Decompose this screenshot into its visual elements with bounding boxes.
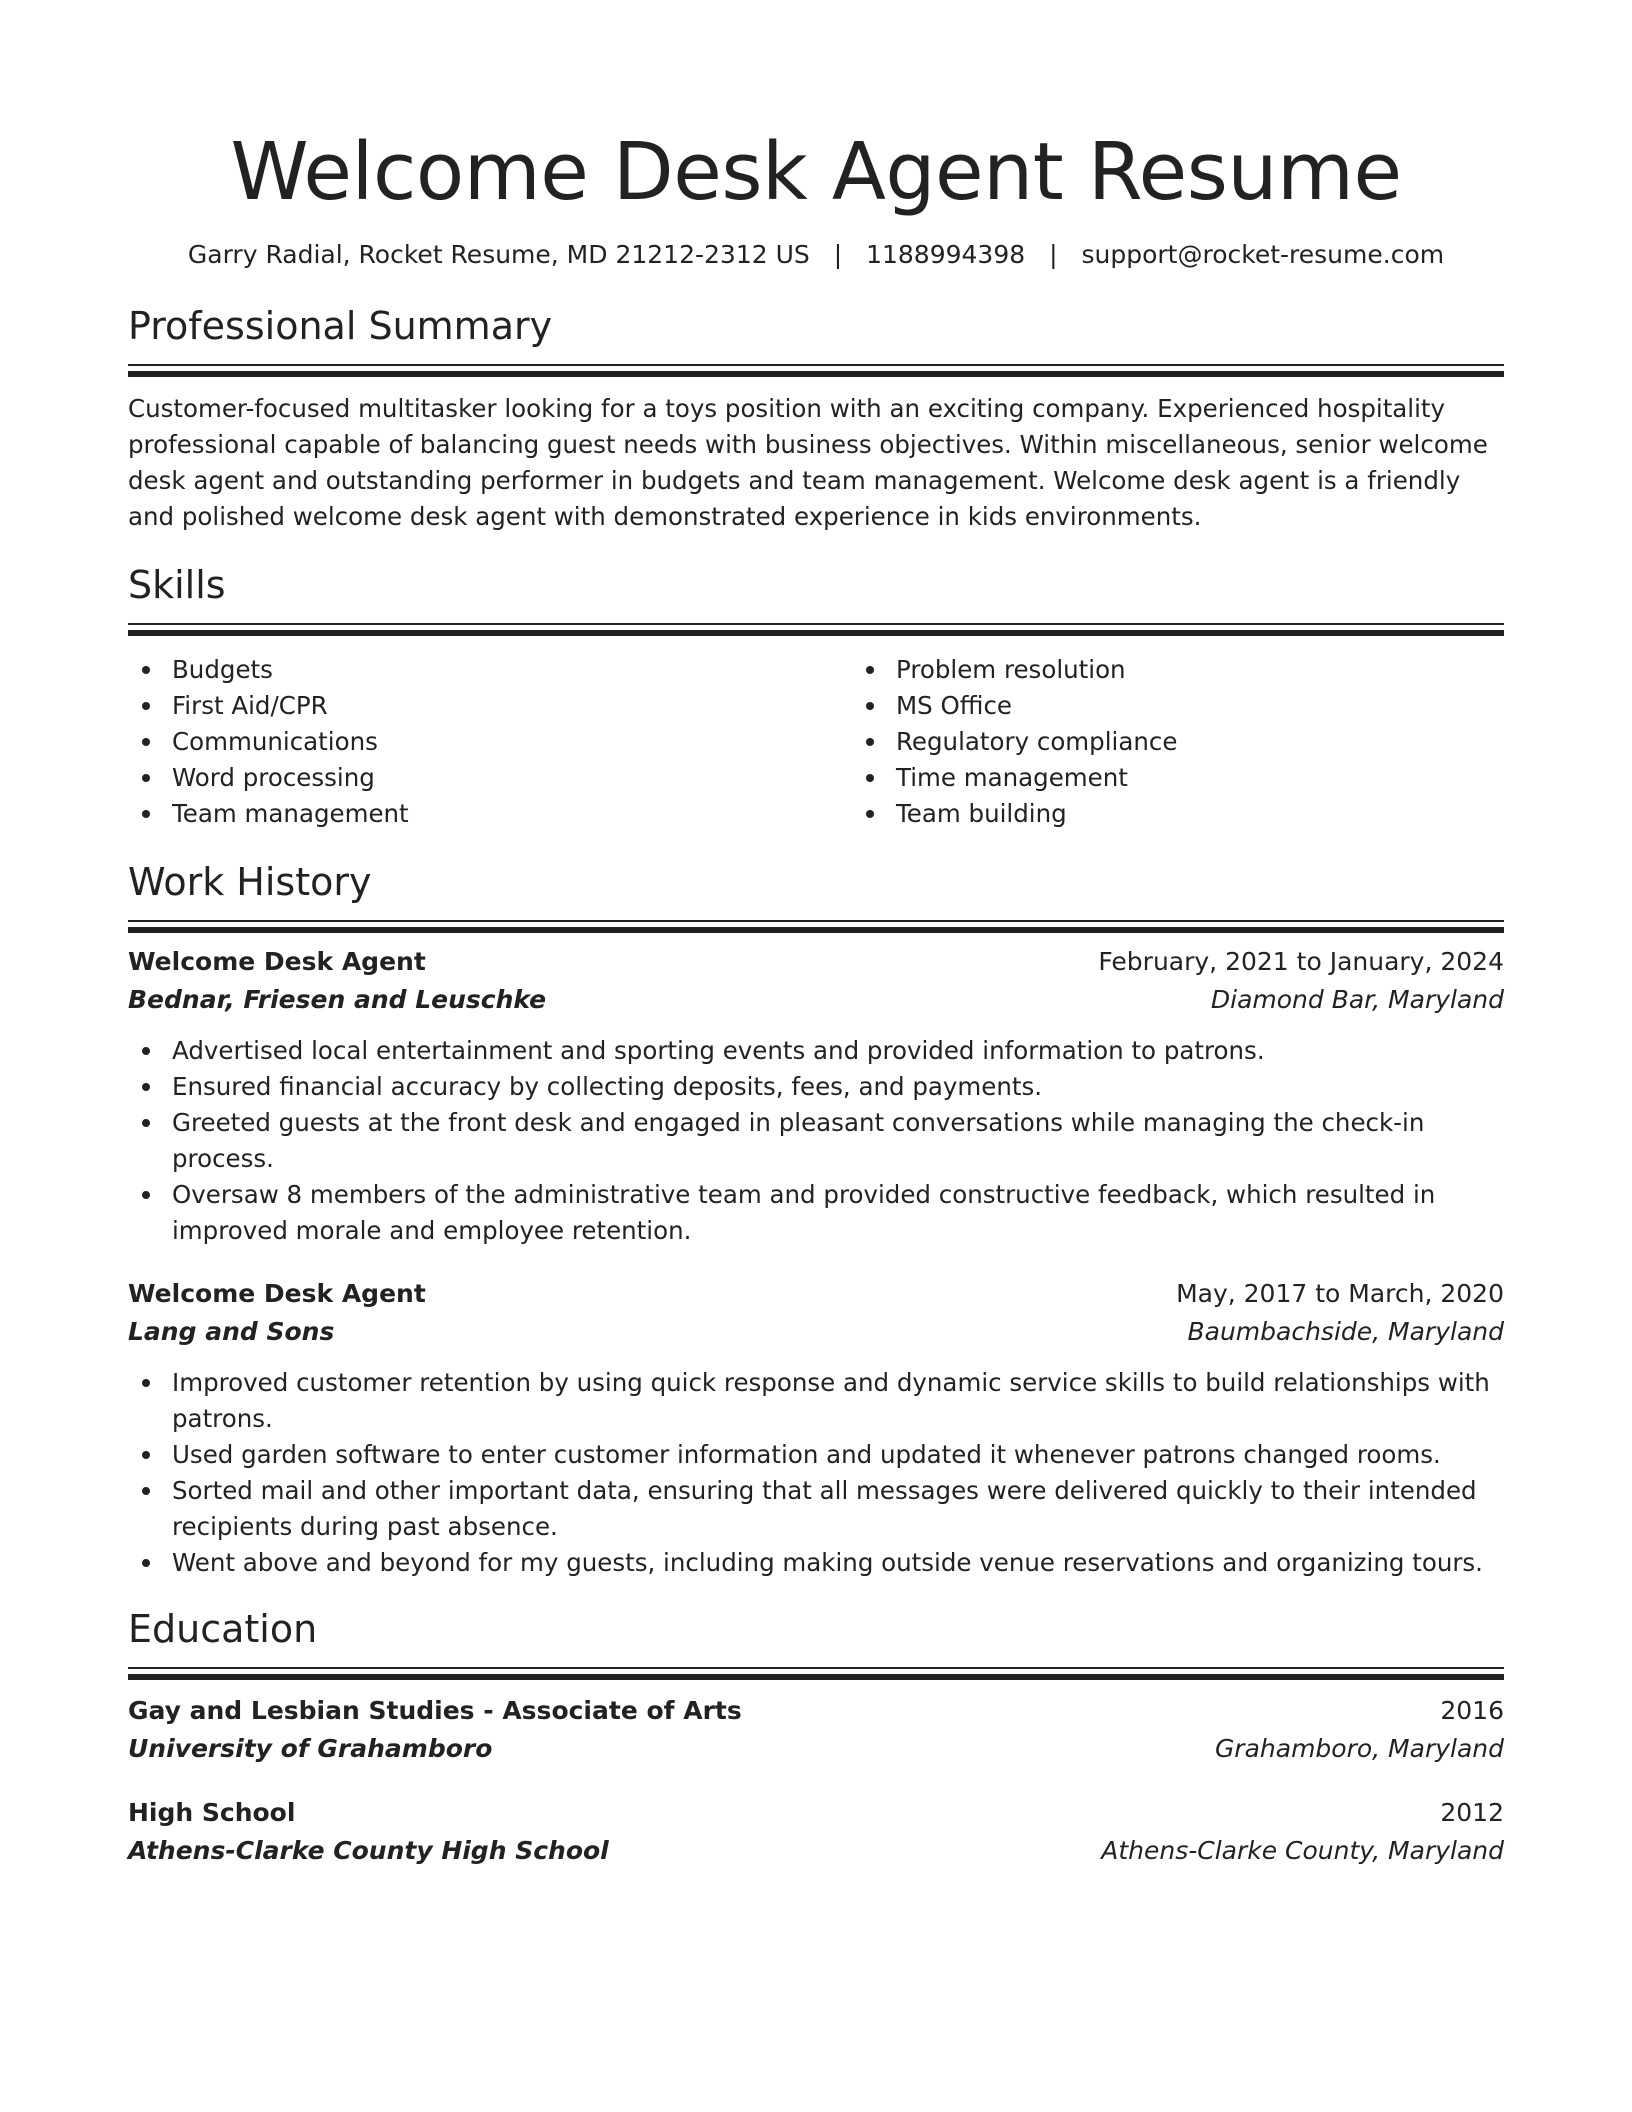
job-bullets bbox=[128, 1033, 1504, 1249]
skills-list-right bbox=[852, 652, 1177, 832]
section-divider bbox=[128, 920, 1504, 933]
job-bullets bbox=[128, 1365, 1504, 1581]
contact-line bbox=[128, 238, 1504, 272]
skill-item: First Aid/CPR bbox=[172, 688, 852, 724]
summary-text: Customer-focused multitasker looking for a toys position with an exciting company. Experienced hospitality professional capable of balancing guest needs with business objectives. Within miscellaneous, senior welcome desk agent and outstanding performer in budgets and team management. Welcome desk agent is a friendly and polished welcome desk agent with demonstrated experience in kids environments. bbox=[128, 394, 1488, 531]
education-school: Athens-Clarke County High School bbox=[128, 1836, 609, 1865]
job-bullet: Improved customer retention by using quick response and dynamic service skills to build relationships with patrons. bbox=[172, 1365, 1504, 1437]
skill-item: Regulatory compliance bbox=[896, 724, 1177, 760]
job-title: Welcome Desk Agent bbox=[128, 947, 426, 976]
education-school-row bbox=[128, 1832, 1504, 1870]
education-entry bbox=[128, 1794, 1504, 1870]
education-location: Grahamboro, Maryland bbox=[1214, 1734, 1504, 1763]
education-header-row bbox=[128, 1794, 1504, 1832]
skill-item: Team building bbox=[896, 796, 1177, 832]
education-section bbox=[128, 1605, 1504, 1870]
skill-item: Budgets bbox=[172, 652, 852, 688]
skills-heading: Skills bbox=[128, 563, 226, 607]
job-bullet: Went above and beyond for my guests, including making outside venue reservations and organizing tours. bbox=[172, 1545, 1504, 1581]
contact-address: Garry Radial, Rocket Resume, MD 21212-2312 US bbox=[187, 240, 810, 269]
contact-separator: | bbox=[1049, 240, 1058, 269]
education-degree: Gay and Lesbian Studies - Associate of Arts bbox=[128, 1696, 742, 1725]
job-bullet: Ensured financial accuracy by collecting deposits, fees, and payments. bbox=[172, 1069, 1504, 1105]
education-location: Athens-Clarke County, Maryland bbox=[1101, 1836, 1504, 1865]
job-dates: May, 2017 to March, 2020 bbox=[1176, 1279, 1504, 1308]
contact-separator: | bbox=[833, 240, 843, 269]
education-header-row bbox=[128, 1692, 1504, 1730]
skill-item: Word processing bbox=[172, 760, 852, 796]
skills-list-left bbox=[128, 652, 852, 832]
job-bullet: Oversaw 8 members of the administrative team and provided constructive feedback, which resulted in improved morale and employee retention. bbox=[172, 1177, 1504, 1249]
education-school: University of Grahamboro bbox=[128, 1734, 493, 1763]
job-location: Diamond Bar, Maryland bbox=[1210, 985, 1504, 1014]
summary-section bbox=[128, 302, 1504, 535]
job-title: Welcome Desk Agent bbox=[128, 1279, 426, 1308]
job-employer-row bbox=[128, 981, 1504, 1019]
skills-columns bbox=[128, 652, 1504, 832]
job-bullet: Advertised local entertainment and sporting events and provided information to patrons. bbox=[172, 1033, 1504, 1069]
skill-item: Time management bbox=[896, 760, 1177, 796]
job-location: Baumbachside, Maryland bbox=[1187, 1317, 1504, 1346]
skill-item: MS Office bbox=[896, 688, 1177, 724]
job-bullet: Greeted guests at the front desk and engaged in pleasant conversations while managing the check-in process. bbox=[172, 1105, 1504, 1177]
skill-item: Communications bbox=[172, 724, 852, 760]
section-divider bbox=[128, 623, 1504, 636]
resume-title: Welcome Desk Agent Resume bbox=[230, 126, 1402, 218]
contact-phone: 1188994398 bbox=[866, 240, 1026, 269]
education-entry bbox=[128, 1692, 1504, 1768]
job-bullet: Used garden software to enter customer information and updated it whenever patrons changed rooms. bbox=[172, 1437, 1504, 1473]
job-employer: Bednar, Friesen and Leuschke bbox=[128, 985, 547, 1014]
job-entry bbox=[128, 1275, 1504, 1581]
job-dates: February, 2021 to January, 2024 bbox=[1098, 947, 1504, 976]
skill-item: Team management bbox=[172, 796, 852, 832]
job-header-row bbox=[128, 943, 1504, 981]
job-employer: Lang and Sons bbox=[128, 1317, 335, 1346]
section-divider bbox=[128, 1667, 1504, 1680]
education-year: 2016 bbox=[1440, 1696, 1504, 1725]
education-school-row bbox=[128, 1730, 1504, 1768]
work-history-heading: Work History bbox=[128, 860, 372, 904]
skills-section bbox=[128, 561, 1504, 832]
job-employer-row bbox=[128, 1313, 1504, 1351]
job-bullet: Sorted mail and other important data, ensuring that all messages were delivered quickly to their intended recipients during past absence. bbox=[172, 1473, 1504, 1545]
education-degree: High School bbox=[128, 1798, 296, 1827]
section-divider bbox=[128, 364, 1504, 377]
job-entry bbox=[128, 943, 1504, 1249]
job-header-row bbox=[128, 1275, 1504, 1313]
education-heading: Education bbox=[128, 1607, 318, 1651]
summary-heading: Professional Summary bbox=[128, 304, 553, 348]
work-history-section bbox=[128, 858, 1504, 1581]
contact-email[interactable]: support@rocket-resume.com bbox=[1081, 240, 1445, 269]
skill-item: Problem resolution bbox=[896, 652, 1177, 688]
education-year: 2012 bbox=[1440, 1798, 1504, 1827]
